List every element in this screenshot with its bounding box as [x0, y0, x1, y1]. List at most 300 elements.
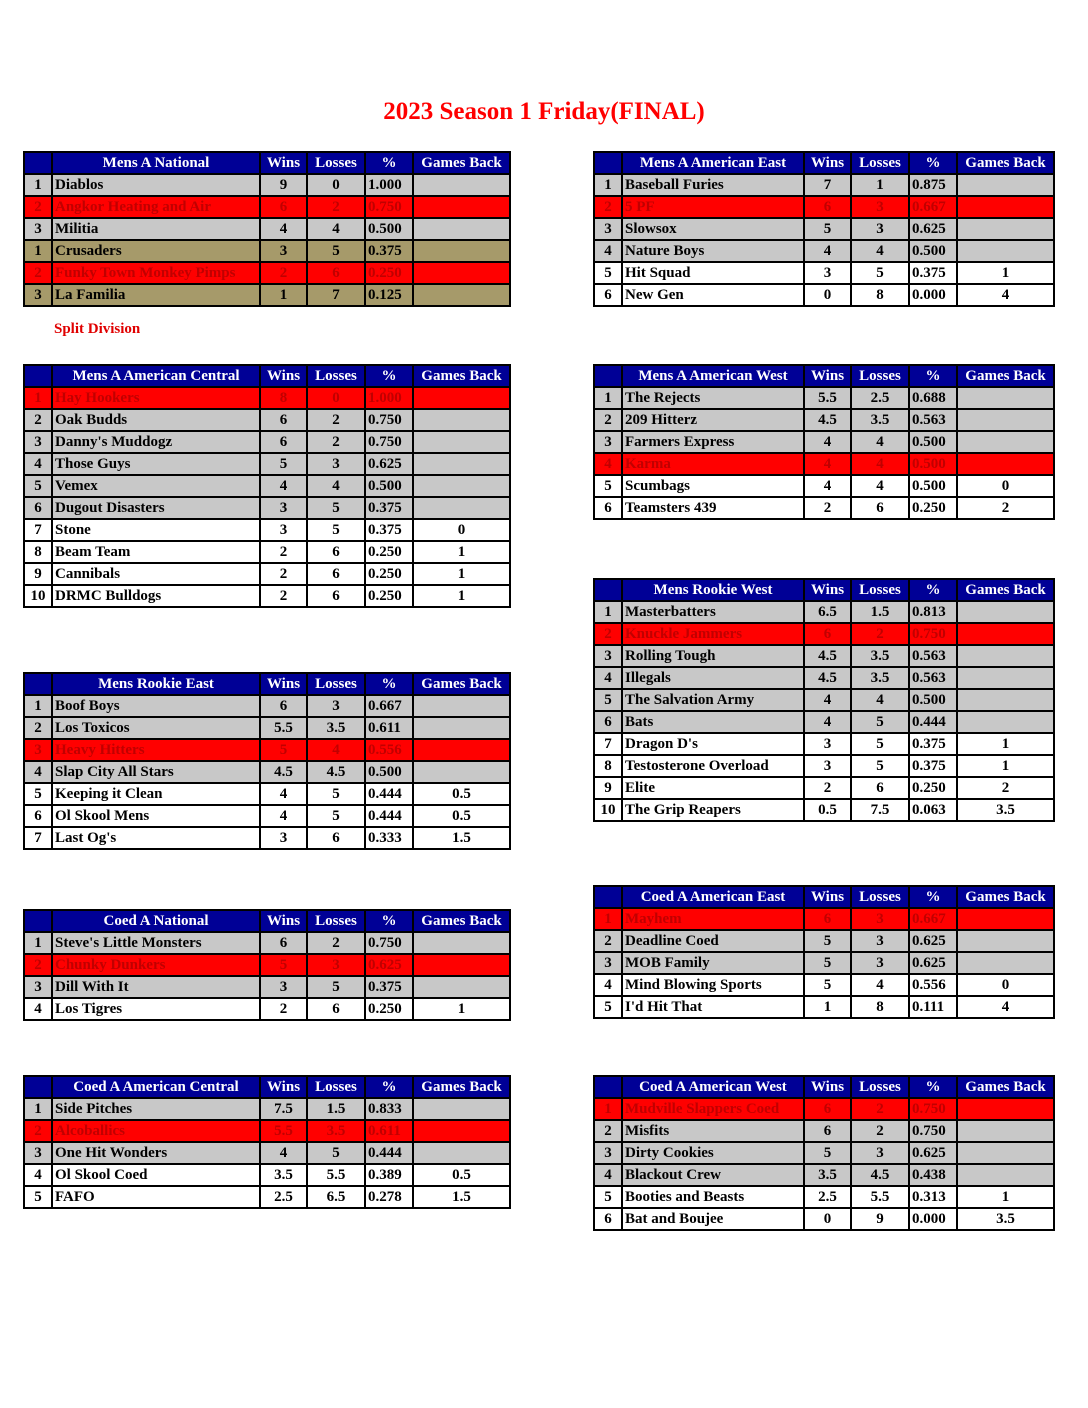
games-back-cell: [957, 1164, 1054, 1186]
team-name: Funky Town Monkey Pimps: [52, 262, 260, 284]
rank-cell: 4: [24, 998, 52, 1020]
pct-cell: 0.125: [365, 284, 413, 306]
team-name: Misfits: [622, 1120, 804, 1142]
games-back-cell: [957, 387, 1054, 409]
pct-header: %: [909, 152, 957, 174]
wins-cell: 5.5: [260, 1120, 307, 1142]
losses-cell: 3: [851, 930, 909, 952]
wins-cell: 6: [260, 196, 307, 218]
losses-cell: 9: [851, 1208, 909, 1230]
standings-row: [594, 601, 1054, 623]
losses-cell: 6: [851, 497, 909, 519]
standings-row: [594, 1142, 1054, 1164]
rank-cell: 3: [594, 952, 622, 974]
games-back-cell: [413, 475, 510, 497]
wins-cell: 0: [804, 1208, 851, 1230]
wins-cell: 4: [804, 689, 851, 711]
pct-cell: 0.313: [909, 1186, 957, 1208]
pct-cell: 0.375: [365, 240, 413, 262]
pct-cell: 0.750: [365, 409, 413, 431]
losses-cell: 1: [851, 174, 909, 196]
rank-cell: 1: [594, 1098, 622, 1120]
wins-header: Wins: [804, 152, 851, 174]
losses-cell: 5: [307, 1142, 365, 1164]
pct-cell: 0.444: [365, 1142, 413, 1164]
division-name: Mens A American West: [622, 365, 804, 387]
losses-cell: 3: [307, 695, 365, 717]
division-name: Coed A American Central: [52, 1076, 260, 1098]
games-back-cell: [413, 1120, 510, 1142]
header-row: [594, 886, 1054, 908]
games-back-cell: [413, 695, 510, 717]
header-row: [24, 910, 510, 932]
pct-header: %: [365, 1076, 413, 1098]
games-back-cell: [413, 717, 510, 739]
split-division-note: Split Division: [54, 321, 141, 337]
rank-cell: 5: [594, 475, 622, 497]
rank-cell: 1: [24, 1098, 52, 1120]
losses-cell: 6: [307, 827, 365, 849]
pct-cell: 0.438: [909, 1164, 957, 1186]
team-name: Alcoballics: [52, 1120, 260, 1142]
wins-cell: 5: [804, 952, 851, 974]
rank-cell: 6: [594, 1208, 622, 1230]
team-name: Masterbatters: [622, 601, 804, 623]
losses-cell: 3.5: [851, 645, 909, 667]
wins-cell: 6: [260, 409, 307, 431]
losses-header: Losses: [307, 910, 365, 932]
team-name: DRMC Bulldogs: [52, 585, 260, 607]
games-back-cell: [957, 1120, 1054, 1142]
games-back-cell: [413, 453, 510, 475]
pct-cell: 0.063: [909, 799, 957, 821]
rank-cell: 1: [594, 387, 622, 409]
wins-cell: 9: [260, 174, 307, 196]
wins-header: Wins: [260, 1076, 307, 1098]
games-back-cell: [957, 667, 1054, 689]
wins-cell: 6: [804, 1098, 851, 1120]
standings-row: [594, 908, 1054, 930]
losses-cell: 4.5: [307, 761, 365, 783]
pct-cell: 0.333: [365, 827, 413, 849]
rank-cell: 8: [594, 755, 622, 777]
rank-cell: 2: [24, 409, 52, 431]
wins-cell: 6: [804, 1120, 851, 1142]
pct-cell: 0.000: [909, 284, 957, 306]
rank-cell: 3: [594, 431, 622, 453]
losses-cell: 4: [851, 240, 909, 262]
wins-cell: 5: [804, 218, 851, 240]
team-name: Los Tigres: [52, 998, 260, 1020]
losses-cell: 5: [307, 240, 365, 262]
losses-header: Losses: [851, 152, 909, 174]
wins-cell: 4: [804, 453, 851, 475]
standings-row: [24, 932, 510, 954]
team-name: Militia: [52, 218, 260, 240]
rank-cell: 2: [594, 623, 622, 645]
standings-row: [24, 541, 510, 563]
pct-cell: 0.389: [365, 1164, 413, 1186]
wins-cell: 4: [804, 475, 851, 497]
losses-cell: 4: [307, 218, 365, 240]
pct-cell: 0.250: [365, 262, 413, 284]
rank-cell: 6: [24, 497, 52, 519]
team-name: Los Toxicos: [52, 717, 260, 739]
standings-row: [24, 218, 510, 240]
losses-cell: 2: [851, 1120, 909, 1142]
losses-cell: 3: [851, 218, 909, 240]
standings-row: [24, 196, 510, 218]
standings-row: [594, 755, 1054, 777]
standings-row: [24, 519, 510, 541]
wins-cell: 5: [260, 453, 307, 475]
pct-cell: 0.750: [365, 431, 413, 453]
losses-cell: 4: [307, 739, 365, 761]
pct-cell: 0.625: [365, 453, 413, 475]
team-name: One Hit Wonders: [52, 1142, 260, 1164]
rank-cell: 5: [594, 1186, 622, 1208]
losses-cell: 3.5: [851, 409, 909, 431]
team-name: Slap City All Stars: [52, 761, 260, 783]
rank-cell: 3: [24, 284, 52, 306]
team-name: Heavy Hitters: [52, 739, 260, 761]
team-name: Bat and Boujee: [622, 1208, 804, 1230]
games-back-cell: [957, 952, 1054, 974]
games-back-cell: [413, 932, 510, 954]
rank-cell: 2: [24, 196, 52, 218]
wins-cell: 2: [260, 262, 307, 284]
standings-row: [24, 563, 510, 585]
pct-cell: 0.750: [909, 623, 957, 645]
rank-cell: 5: [24, 783, 52, 805]
losses-cell: 3: [851, 908, 909, 930]
losses-cell: 5: [851, 733, 909, 755]
losses-header: Losses: [307, 673, 365, 695]
division-name: Mens A National: [52, 152, 260, 174]
losses-cell: 4: [851, 974, 909, 996]
header-row: [594, 152, 1054, 174]
team-name: La Familia: [52, 284, 260, 306]
standings-mens-a-american-west: [593, 364, 1055, 520]
wins-cell: 3: [804, 262, 851, 284]
standings-row: [594, 623, 1054, 645]
team-name: Hay Hookers: [52, 387, 260, 409]
games-back-cell: [413, 240, 510, 262]
wins-cell: 3: [260, 240, 307, 262]
rank-cell: 4: [594, 240, 622, 262]
losses-header: Losses: [851, 886, 909, 908]
games-back-cell: 1: [957, 733, 1054, 755]
games-back-cell: [957, 601, 1054, 623]
division-name: Mens Rookie East: [52, 673, 260, 695]
losses-cell: 2.5: [851, 387, 909, 409]
games-back-cell: [413, 387, 510, 409]
team-name: Ol Skool Coed: [52, 1164, 260, 1186]
standings-row: [594, 667, 1054, 689]
standings-row: [594, 689, 1054, 711]
pct-cell: 0.556: [909, 974, 957, 996]
standings-row: [594, 1164, 1054, 1186]
rank-cell: 4: [594, 453, 622, 475]
pct-cell: 0.250: [909, 497, 957, 519]
pct-cell: 0.250: [365, 563, 413, 585]
rank-cell: 1: [594, 174, 622, 196]
wins-header: Wins: [260, 152, 307, 174]
header-row: [594, 365, 1054, 387]
wins-cell: 3: [260, 827, 307, 849]
pct-cell: 0.500: [365, 761, 413, 783]
wins-cell: 5: [260, 954, 307, 976]
losses-cell: 6: [307, 563, 365, 585]
header-row: [24, 1076, 510, 1098]
losses-cell: 3.5: [851, 667, 909, 689]
rank-cell: 7: [24, 519, 52, 541]
team-name: The Rejects: [622, 387, 804, 409]
games-back-header: Games Back: [413, 1076, 510, 1098]
wins-cell: 6.5: [804, 601, 851, 623]
wins-cell: 5.5: [260, 717, 307, 739]
rank-cell: 5: [594, 996, 622, 1018]
standings-row: [594, 952, 1054, 974]
rank-cell: 4: [24, 453, 52, 475]
rank-cell: 2: [24, 717, 52, 739]
rank-cell: 2: [594, 409, 622, 431]
team-name: Keeping it Clean: [52, 783, 260, 805]
team-name: Hit Squad: [622, 262, 804, 284]
pct-cell: 0.611: [365, 717, 413, 739]
losses-cell: 0: [307, 174, 365, 196]
pct-cell: 0.563: [909, 409, 957, 431]
wins-cell: 4: [260, 1142, 307, 1164]
losses-cell: 5: [851, 711, 909, 733]
pct-cell: 0.611: [365, 1120, 413, 1142]
games-back-header: Games Back: [413, 673, 510, 695]
wins-cell: 4.5: [804, 667, 851, 689]
rank-header: [594, 1076, 622, 1098]
team-name: Illegals: [622, 667, 804, 689]
pct-cell: 0.563: [909, 667, 957, 689]
games-back-cell: 1: [413, 563, 510, 585]
team-name: Baseball Furies: [622, 174, 804, 196]
rank-header: [594, 579, 622, 601]
standings-row: [24, 475, 510, 497]
games-back-cell: [957, 623, 1054, 645]
team-name: Danny's Muddogz: [52, 431, 260, 453]
games-back-cell: [413, 409, 510, 431]
rank-cell: 1: [594, 601, 622, 623]
rank-cell: 3: [24, 218, 52, 240]
pct-cell: 1.000: [365, 174, 413, 196]
standings-row: [594, 453, 1054, 475]
rank-cell: 2: [594, 1120, 622, 1142]
games-back-cell: [957, 689, 1054, 711]
losses-cell: 1.5: [307, 1098, 365, 1120]
rank-cell: 6: [594, 497, 622, 519]
games-back-cell: [957, 196, 1054, 218]
standings-row: [24, 805, 510, 827]
rank-cell: 3: [24, 976, 52, 998]
pct-cell: 0.500: [909, 240, 957, 262]
team-name: Cannibals: [52, 563, 260, 585]
losses-cell: 7: [307, 284, 365, 306]
pct-cell: 0.375: [365, 519, 413, 541]
team-name: Boof Boys: [52, 695, 260, 717]
rank-header: [24, 152, 52, 174]
games-back-cell: [413, 431, 510, 453]
team-name: Side Pitches: [52, 1098, 260, 1120]
wins-cell: 2: [260, 541, 307, 563]
rank-cell: 6: [594, 284, 622, 306]
pct-cell: 0.833: [365, 1098, 413, 1120]
team-name: The Grip Reapers: [622, 799, 804, 821]
games-back-cell: [413, 761, 510, 783]
games-back-cell: [957, 645, 1054, 667]
team-name: Dragon D's: [622, 733, 804, 755]
games-back-cell: [957, 218, 1054, 240]
wins-cell: 5: [804, 1142, 851, 1164]
games-back-cell: 1: [957, 1186, 1054, 1208]
standings-row: [594, 240, 1054, 262]
wins-cell: 1: [804, 996, 851, 1018]
rank-header: [24, 1076, 52, 1098]
losses-cell: 1.5: [851, 601, 909, 623]
team-name: Blackout Crew: [622, 1164, 804, 1186]
games-back-header: Games Back: [957, 579, 1054, 601]
pct-cell: 0.250: [365, 541, 413, 563]
pct-cell: 0.444: [365, 783, 413, 805]
games-back-cell: [957, 409, 1054, 431]
wins-cell: 4: [260, 475, 307, 497]
games-back-cell: [957, 1098, 1054, 1120]
rank-cell: 2: [594, 196, 622, 218]
wins-cell: 7: [804, 174, 851, 196]
rank-cell: 3: [594, 645, 622, 667]
losses-cell: 3: [851, 1142, 909, 1164]
standings-row: [594, 777, 1054, 799]
wins-cell: 6: [260, 431, 307, 453]
games-back-cell: [413, 739, 510, 761]
standings-row: [24, 783, 510, 805]
rank-cell: 5: [24, 1186, 52, 1208]
rank-cell: 7: [24, 827, 52, 849]
header-row: [24, 673, 510, 695]
rank-header: [24, 365, 52, 387]
wins-cell: 4: [804, 240, 851, 262]
losses-cell: 5: [307, 976, 365, 998]
losses-header: Losses: [307, 365, 365, 387]
team-name: Farmers Express: [622, 431, 804, 453]
rank-cell: 4: [594, 667, 622, 689]
losses-cell: 5.5: [851, 1186, 909, 1208]
team-name: Last Og's: [52, 827, 260, 849]
pct-cell: 0.375: [365, 976, 413, 998]
wins-cell: 6: [260, 932, 307, 954]
rank-cell: 5: [594, 262, 622, 284]
pct-header: %: [365, 152, 413, 174]
pct-cell: 0.750: [909, 1120, 957, 1142]
division-name: Mens Rookie West: [622, 579, 804, 601]
games-back-cell: [957, 453, 1054, 475]
games-back-cell: 2: [957, 777, 1054, 799]
wins-cell: 4: [260, 783, 307, 805]
wins-cell: 6: [260, 695, 307, 717]
games-back-cell: 0: [957, 475, 1054, 497]
wins-cell: 3: [260, 976, 307, 998]
team-name: Booties and Beasts: [622, 1186, 804, 1208]
rank-cell: 4: [24, 1164, 52, 1186]
standings-row: [24, 1120, 510, 1142]
pct-cell: 0.000: [909, 1208, 957, 1230]
standings-row: [594, 497, 1054, 519]
games-back-cell: [957, 930, 1054, 952]
standings-row: [594, 262, 1054, 284]
wins-cell: 7.5: [260, 1098, 307, 1120]
rank-cell: 3: [24, 431, 52, 453]
standings-row: [24, 174, 510, 196]
rank-cell: 9: [24, 563, 52, 585]
games-back-cell: 1: [413, 998, 510, 1020]
standings-row: [24, 998, 510, 1020]
losses-cell: 4: [851, 431, 909, 453]
games-back-cell: [413, 954, 510, 976]
rank-header: [24, 673, 52, 695]
standings-row: [24, 739, 510, 761]
page-title: 2023 Season 1 Friday(FINAL): [383, 98, 705, 125]
losses-cell: 8: [851, 996, 909, 1018]
games-back-cell: 4: [957, 284, 1054, 306]
pct-header: %: [909, 1076, 957, 1098]
pct-cell: 0.375: [909, 733, 957, 755]
standings-row: [24, 695, 510, 717]
team-name: Angkor Heating and Air: [52, 196, 260, 218]
pct-cell: 0.667: [365, 695, 413, 717]
games-back-cell: [413, 1142, 510, 1164]
games-back-cell: [413, 196, 510, 218]
wins-cell: 0.5: [804, 799, 851, 821]
standings-row: [24, 585, 510, 607]
pct-cell: 0.875: [909, 174, 957, 196]
wins-cell: 3.5: [260, 1164, 307, 1186]
standings-row: [594, 711, 1054, 733]
games-back-cell: 1.5: [413, 827, 510, 849]
losses-cell: 2: [851, 1098, 909, 1120]
standings-row: [594, 733, 1054, 755]
standings-row: [594, 1120, 1054, 1142]
pct-cell: 0.556: [365, 739, 413, 761]
losses-cell: 5.5: [307, 1164, 365, 1186]
standings-mens-a-american-central: [23, 364, 511, 608]
losses-cell: 4: [851, 689, 909, 711]
team-name: Dugout Disasters: [52, 497, 260, 519]
losses-header: Losses: [851, 1076, 909, 1098]
games-back-cell: [413, 497, 510, 519]
wins-cell: 6: [804, 908, 851, 930]
standings-coed-a-american-central: [23, 1075, 511, 1209]
pct-cell: 0.500: [909, 689, 957, 711]
standings-row: [24, 431, 510, 453]
pct-cell: 0.625: [909, 930, 957, 952]
team-name: Karma: [622, 453, 804, 475]
pct-cell: 0.375: [909, 262, 957, 284]
team-name: Oak Budds: [52, 409, 260, 431]
losses-cell: 6: [851, 777, 909, 799]
pct-cell: 0.813: [909, 601, 957, 623]
team-name: Diablos: [52, 174, 260, 196]
games-back-cell: 4: [957, 996, 1054, 1018]
wins-cell: 0: [804, 284, 851, 306]
standings-row: [594, 409, 1054, 431]
pct-cell: 0.750: [909, 1098, 957, 1120]
